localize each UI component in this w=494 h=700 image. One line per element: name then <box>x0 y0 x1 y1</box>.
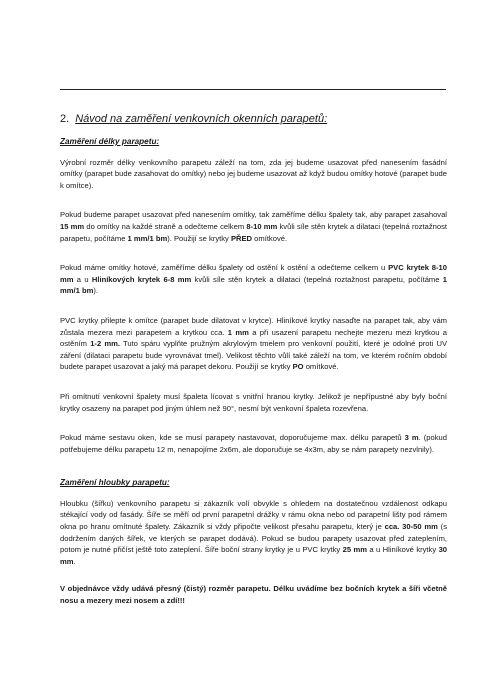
paragraph-finished-plaster: Pokud máme omítky hotové, zaměříme délku špalety od ostění k ostění a odečteme celkem u PVC krytek 8-10 mm a u Hliníkových krytek 6-8 mm kvůli síle stěn krytek a dilataci (tepelná roztažnost parapetu, počítáme 1 mm/1 bm). <box>60 263 448 296</box>
paragraph-window-set: Pokud máme sestavu oken, kde se musí parapety nastavovat, doporučujeme max. délku parapetů 3 m. (pokud potřebujeme délku parapetu 12 m, nenapojíme 2x6m, ale doporučuje se 4x3m, aby se nám parapety nezvlnily). <box>60 433 447 454</box>
paragraph-caps: PVC krytky přilepte k omítce (parapet bude dilatovat v krytce). Hliníkové krytky nasaďte na parapet tak, aby vám zůstala mezera mezi parapetem a krytkou cca. 1 mm a při usazení parapetu nechejte mezeru mezi krytkou a ostěním 1-2 mm. Tuto spáru vyplňte pružným akrylovým tmelem pro venkovní použití, které je odolné proti UV záření (dilataci parapetu bude vyrovnávat tmel). Velikost těchto vůlí také záleží na tom, ve kterém ročním období budete parapet usazovat a jaký má parapet dekoru. Použijí se krytky PO omítkové. <box>60 315 448 372</box>
depth-subheading: Zaměření hloubky parapetu: <box>60 478 170 488</box>
section-heading <box>60 112 447 126</box>
section-title: Návod na zaměření venkovních okenních parapetů: <box>75 113 328 125</box>
paragraph-reveal: Při omítnutí venkovní špalety musí špaleta lícovat s vnitřní hranou krytky. Jelikož je nepřípustné aby byly boční krytky osazeny na parapet pod jiným úhlem než 90°, nesmí být venkovní špaleta rozevřena. <box>60 391 447 413</box>
paragraph-depth: Hloubku (šířku) venkovního parapetu si zákazník volí obvykle s ohledem na dostatečnou vzdálenost odkapu stékající vody od fasády. Šíře se měří od první parapetní drážky v rámu okna nebo od parapetní lišty pod rámem okna po hranu omítnuté špalety. Zákazník si vždy připočte velikost přesahu parapetu, který je cca. 30-50 mm (s dodržením daných šířek, ve kterých se parapet dodává). Pokud se budou parapety usazovat před zateplením, potom je nutné přičíst ještě toto zateplení. Šíře boční strany krytky je u PVC krytky 25 mm a u Hliníkové krytky 30 mm. <box>60 498 448 566</box>
paragraph-before-plaster: Pokud budeme parapet usazovat před nanesením omítky, tak zaměříme délku špalety tak, aby parapet zasahoval 15 mm do omítky na každé straně a odečteme celkem 8-10 mm kvůli síle stěn krytek a dilataci (tepelná roztažnost parapetu, počítáme 1 mm/1 bm). Použijí se krytky PŘED omítkové. <box>60 210 447 243</box>
section-number: 2. <box>60 113 70 125</box>
length-subheading: Zaměření délky parapetu: <box>60 137 160 146</box>
order-note: V objednávce vždy udává přesný (čistý) rozměr parapetu. Délku uvádíme bez bočních krytek a šíři včetně nosu a mezery mezi nosem a zdí!!! <box>60 584 447 606</box>
horizontal-divider <box>60 89 446 90</box>
document-body <box>60 112 447 618</box>
paragraph-intro: Výrobní rozměr délky venkovního parapetu záleží na tom, zda jej budeme usazovat před nanesením fasádní omítky (parapet bude zasahovat do omítky) nebo jej budeme usazovat až když budou omítky hotové (parapet bude k omítce). <box>60 157 447 190</box>
